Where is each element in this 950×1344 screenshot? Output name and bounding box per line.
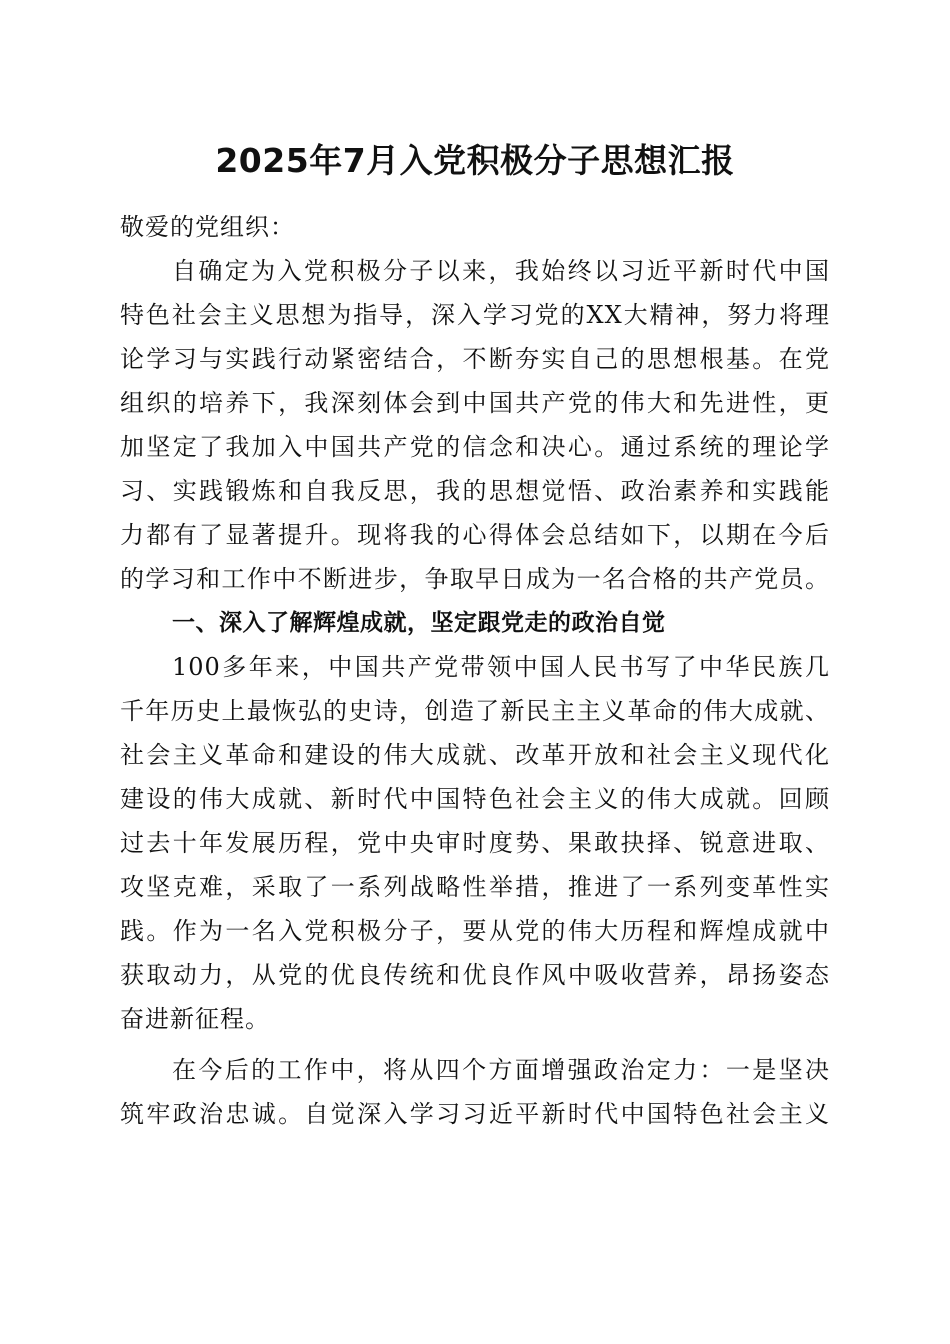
paragraph-line: 过去十年发展历程，党中央审时度势、果敢抉择、锐意进取、 [120, 829, 830, 857]
document-body [120, 205, 830, 1136]
paragraph-line: 攻坚克难，采取了一系列战略性举措，推进了一系列变革性实 [120, 873, 830, 901]
paragraph-line: 筑牢政治忠诚。自觉深入学习习近平新时代中国特色社会主义 [120, 1100, 830, 1128]
document-title: 2025年7月入党积极分子思想汇报 [215, 141, 735, 180]
paragraph-line: 千年历史上最恢弘的史诗，创造了新民主主义革命的伟大成就、 [120, 697, 830, 725]
paragraph-line: 自确定为入党积极分子以来，我始终以习近平新时代中国 [172, 257, 830, 285]
paragraph-line: 的学习和工作中不断进步，争取早日成为一名合格的共产党员。 [120, 565, 830, 593]
paragraph-gap [120, 1041, 830, 1048]
paragraph-line: 习、实践锻炼和自我反思，我的思想觉悟、政治素养和实践能 [120, 477, 830, 505]
paragraph-line: 论学习与实践行动紧密结合，不断夯实自己的思想根基。在党 [120, 345, 830, 373]
paragraph-achievements [120, 645, 830, 1041]
paragraph-line: 组织的培养下，我深刻体会到中国共产党的伟大和先进性，更 [120, 389, 830, 417]
paragraph-line: 建设的伟大成就、新时代中国特色社会主义的伟大成就。回顾 [120, 785, 830, 813]
paragraph-line: 奋进新征程。 [120, 1005, 270, 1033]
section-heading: 一、深入了解辉煌成就，坚定跟党走的政治自觉 [172, 610, 666, 636]
paragraph-line: 力都有了显著提升。现将我的心得体会总结如下，以期在今后 [120, 521, 830, 549]
paragraph-line: 在今后的工作中，将从四个方面增强政治定力：一是坚决 [172, 1056, 830, 1084]
paragraph-work-plan [120, 1048, 830, 1136]
paragraph-line: 践。作为一名入党积极分子，要从党的伟大历程和辉煌成就中 [120, 917, 830, 945]
paragraph-line: 获取动力，从党的优良传统和优良作风中吸收营养，昂扬姿态 [120, 961, 830, 989]
paragraph-line: 社会主义革命和建设的伟大成就、改革开放和社会主义现代化 [120, 741, 830, 769]
paragraph-line: 特色社会主义思想为指导，深入学习党的XX大精神，努力将理 [120, 301, 830, 329]
paragraph-line: 加坚定了我加入中国共产党的信念和决心。通过系统的理论学 [120, 433, 830, 461]
salutation: 敬爱的党组织： [120, 213, 295, 241]
paragraph-intro [120, 249, 830, 601]
paragraph-line: 100多年来，中国共产党带领中国人民书写了中华民族几 [172, 653, 830, 681]
